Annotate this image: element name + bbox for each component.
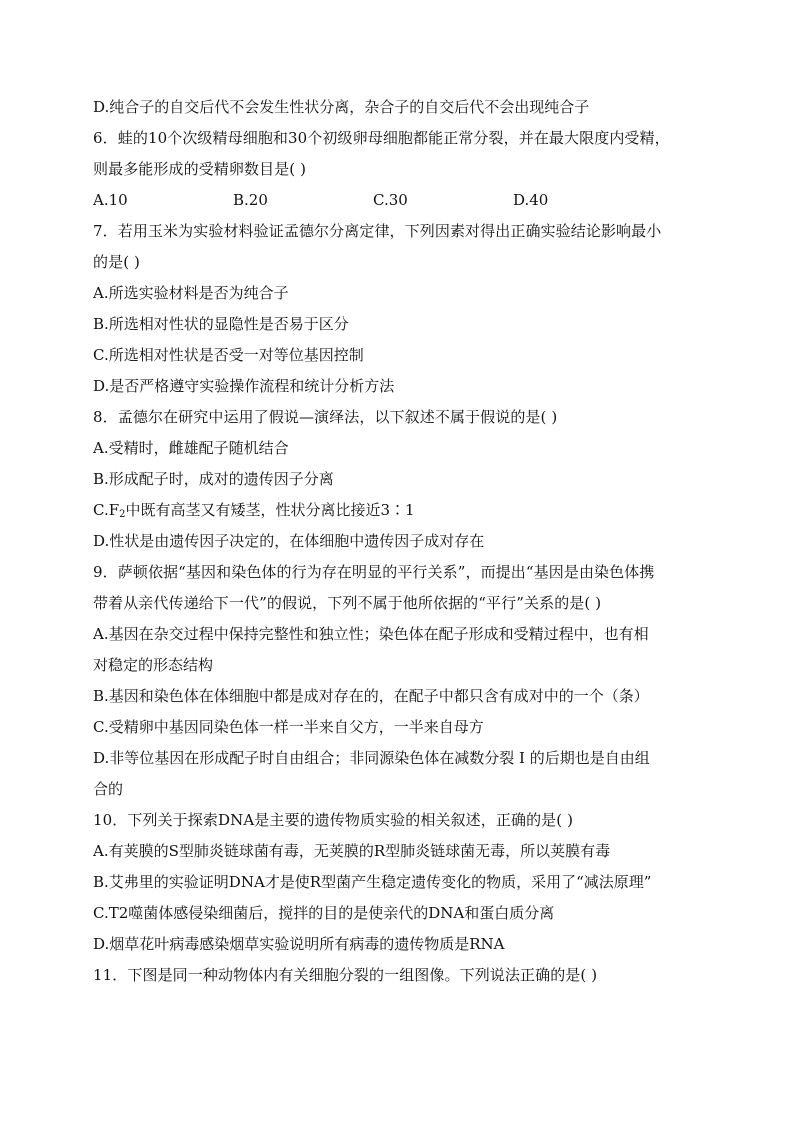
q7-option-c: C.所选相对性状是否受一对等位基因控制 xyxy=(93,346,364,364)
q9-option-a-line1: A.基因在杂交过程中保持完整性和独立性；染色体在配子形成和受精过程中，也有相 xyxy=(93,625,649,643)
q7-stem-line1: 7．若用玉米为实验材料验证孟德尔分离定律，下列因素对得出正确实验结论影响最小 xyxy=(93,222,662,240)
q6-option-c: C.30 xyxy=(373,191,408,209)
q9-stem-line1: 9．萨顿依据“基因和染色体的行为存在明显的平行关系”，而提出“基因是由染色体携 xyxy=(93,563,655,581)
q6-option-b: B.20 xyxy=(233,191,268,209)
q8-option-c xyxy=(93,495,705,526)
q6-option-d: D.40 xyxy=(513,191,549,209)
q8-option-d: D.性状是由遗传因子决定的，在体细胞中遗传因子成对存在 xyxy=(93,532,485,550)
q7-option-d: D.是否严格遵守实验操作流程和统计分析方法 xyxy=(93,377,395,395)
q11-stem: 11．下图是同一种动物体内有关细胞分裂的一组图像。下列说法正确的是( ) xyxy=(93,966,598,984)
q10-option-c: C.T2噬菌体感侵染细菌后，搅拌的目的是使亲代的DNA和蛋白质分离 xyxy=(93,904,555,922)
q8-option-b: B.形成配子时，成对的遗传因子分离 xyxy=(93,470,334,488)
q8-option-c-prefix: C.F xyxy=(93,501,120,519)
q10-stem: 10．下列关于探索DNA是主要的遗传物质实验的相关叙述，正确的是( ) xyxy=(93,811,574,829)
q7-stem-line2: 的是( ) xyxy=(93,253,140,271)
q9-option-d-line1: D.非等位基因在形成配子时自由组合；非同源染色体在减数分裂 I 的后期也是自由组 xyxy=(93,749,650,767)
q5-option-d: D.纯合子的自交后代不会发生性状分离，杂合子的自交后代不会出现纯合子 xyxy=(93,98,590,116)
q9-option-a-line2: 对稳定的形态结构 xyxy=(93,656,214,674)
q6-stem-line2: 则最多能形成的受精卵数目是( ) xyxy=(93,160,307,178)
q9-option-c: C.受精卵中基因同染色体一样一半来自父方，一半来自母方 xyxy=(93,718,484,736)
q10-option-d: D.烟草花叶病毒感染烟草实验说明所有病毒的遗传物质是RNA xyxy=(93,935,505,953)
q7-option-a: A.所选实验材料是否为纯合子 xyxy=(93,284,289,302)
q8-option-c-subscript: 2 xyxy=(119,509,126,520)
q6-stem-line1: 6．蛙的10个次级精母细胞和30个初级卵母细胞都能正常分裂，并在最大限度内受精， xyxy=(93,129,670,147)
q7-option-b: B.所选相对性状的显隐性是否易于区分 xyxy=(93,315,349,333)
q8-option-a: A.受精时，雌雄配子随机结合 xyxy=(93,439,289,457)
q6-options xyxy=(93,185,705,216)
q9-option-d-line2: 合的 xyxy=(93,780,124,798)
q8-option-c-rest: 中既有高茎又有矮茎，性状分离比接近3∶1 xyxy=(125,501,415,519)
q8-stem: 8．孟德尔在研究中运用了假说—演绎法，以下叙述不属于假说的是( ) xyxy=(93,408,558,426)
q9-stem-line2: 带着从亲代传递给下一代”的假说，下列不属于他所依据的“平行”关系的是( ) xyxy=(93,594,602,612)
q10-option-a: A.有荚膜的S型肺炎链球菌有毒，无荚膜的R型肺炎链球菌无毒，所以荚膜有毒 xyxy=(93,842,611,860)
q6-option-a: A.10 xyxy=(93,191,128,209)
q9-option-b: B.基因和染色体在体细胞中都是成对存在的，在配子中都只含有成对中的一个（条） xyxy=(93,687,649,705)
q10-option-b: B.艾弗里的实验证明DNA才是使R型菌产生稳定遗传变化的物质，采用了“减法原理” xyxy=(93,873,652,891)
exam-page xyxy=(93,92,705,991)
